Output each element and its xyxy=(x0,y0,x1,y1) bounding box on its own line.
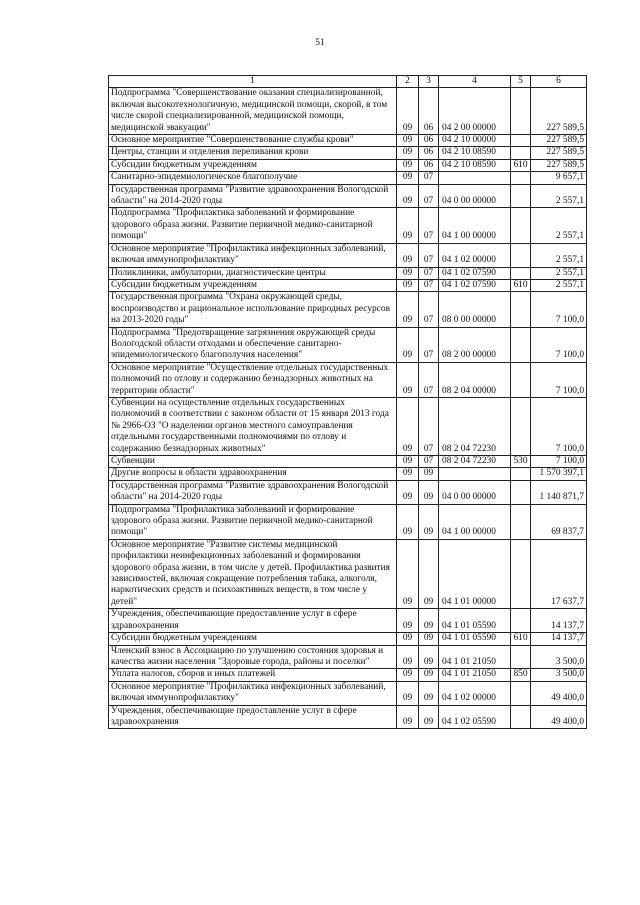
row-target-code: 08 0 00 00000 xyxy=(439,292,511,327)
table-row xyxy=(109,504,587,539)
row-target-code: 04 0 00 00000 xyxy=(439,480,511,504)
header-col-1: 1 xyxy=(109,76,397,88)
header-col-4: 4 xyxy=(439,76,511,88)
row-name: Государственная программа "Развитие здравоохранения Вологодской области" на 2014-2020 годы xyxy=(109,480,397,504)
row-expense-type xyxy=(511,135,531,147)
row-target-code: 04 1 02 05590 xyxy=(439,705,511,729)
table-header-row xyxy=(109,76,587,88)
row-amount: 7 100,0 xyxy=(531,397,587,455)
row-section: 09 xyxy=(397,159,419,171)
row-expense-type xyxy=(511,468,531,480)
row-subsection: 07 xyxy=(419,243,439,267)
row-expense-type: 610 xyxy=(511,279,531,291)
row-name: Субсидии бюджетным учреждениям xyxy=(109,159,397,171)
table-row xyxy=(109,705,587,729)
row-name: Поликлиники, амбулатории, диагностические центры xyxy=(109,267,397,279)
row-section: 09 xyxy=(397,279,419,291)
row-name: Уплата налогов, сборов и иных платежей xyxy=(109,669,397,681)
row-expense-type xyxy=(511,609,531,633)
row-name: Государственная программа "Развитие здравоохранения Вологодской области" на 2014-2020 годы xyxy=(109,184,397,208)
row-expense-type xyxy=(511,172,531,184)
row-section: 09 xyxy=(397,362,419,397)
row-expense-type xyxy=(511,539,531,608)
row-expense-type xyxy=(511,88,531,135)
row-subsection: 07 xyxy=(419,208,439,243)
row-expense-type xyxy=(511,645,531,669)
row-amount: 7 100,0 xyxy=(531,327,587,362)
row-section: 09 xyxy=(397,147,419,159)
row-target-code: 04 2 00 00000 xyxy=(439,88,511,135)
row-expense-type: 850 xyxy=(511,669,531,681)
table-row xyxy=(109,267,587,279)
row-subsection: 09 xyxy=(419,468,439,480)
row-name: Подпрограмма "Профилактика заболеваний и формирование здорового образа жизни. Развитие первичной медико-санитарной помощи" xyxy=(109,504,397,539)
row-name: Подпрограмма "Профилактика заболеваний и формирование здорового образа жизни. Развитие первичной медико-санитарной помощи" xyxy=(109,208,397,243)
row-section: 09 xyxy=(397,172,419,184)
row-subsection: 07 xyxy=(419,292,439,327)
row-name: Субсидии бюджетным учреждениям xyxy=(109,633,397,645)
row-amount: 2 557,1 xyxy=(531,243,587,267)
row-name: Основное мероприятие "Осуществление отдельных государственных полномочий по отлову и содержанию безнадзорных животных на территории области" xyxy=(109,362,397,397)
row-section: 09 xyxy=(397,539,419,608)
table-row xyxy=(109,243,587,267)
row-subsection: 09 xyxy=(419,681,439,705)
row-target-code: 04 1 02 00000 xyxy=(439,243,511,267)
table-row xyxy=(109,456,587,468)
row-amount: 2 557,1 xyxy=(531,184,587,208)
row-subsection: 06 xyxy=(419,147,439,159)
row-subsection: 09 xyxy=(419,504,439,539)
row-expense-type xyxy=(511,327,531,362)
row-target-code: 04 1 02 07590 xyxy=(439,267,511,279)
row-target-code: 04 2 10 08590 xyxy=(439,159,511,171)
row-subsection: 07 xyxy=(419,456,439,468)
row-subsection: 09 xyxy=(419,480,439,504)
row-name: Основное мероприятие "Развитие системы медицинской профилактики неинфекционных заболеваний и формирования здорового образа жизни, в том числе у детей. Профилактика развития зависимостей, включая сокращение потребления табака, алкоголя, наркотических средств и психоактивных веществ, в том числе у детей" xyxy=(109,539,397,608)
row-expense-type xyxy=(511,504,531,539)
row-section: 09 xyxy=(397,669,419,681)
row-name: Субвенции xyxy=(109,456,397,468)
row-name: Центры, станции и отделения переливания крови xyxy=(109,147,397,159)
row-expense-type xyxy=(511,681,531,705)
header-col-5: 5 xyxy=(511,76,531,88)
row-name: Основное мероприятие "Профилактика инфекционных заболеваний, включая иммунопрофилактику" xyxy=(109,243,397,267)
row-expense-type: 610 xyxy=(511,633,531,645)
row-target-code: 04 1 00 00000 xyxy=(439,504,511,539)
row-section: 09 xyxy=(397,633,419,645)
table-row xyxy=(109,480,587,504)
row-section: 09 xyxy=(397,705,419,729)
table-row xyxy=(109,397,587,455)
row-target-code: 08 2 00 00000 xyxy=(439,327,511,362)
table-row xyxy=(109,633,587,645)
row-amount: 7 100,0 xyxy=(531,292,587,327)
row-name: Субсидии бюджетным учреждениям xyxy=(109,279,397,291)
row-section: 09 xyxy=(397,208,419,243)
row-expense-type xyxy=(511,292,531,327)
row-subsection: 07 xyxy=(419,362,439,397)
row-subsection: 09 xyxy=(419,645,439,669)
row-target-code: 04 0 00 00000 xyxy=(439,184,511,208)
row-section: 09 xyxy=(397,468,419,480)
row-section: 09 xyxy=(397,456,419,468)
row-name: Учреждения, обеспечивающие предоставление услуг в сфере здравоохранения xyxy=(109,609,397,633)
row-name: Субвенции на осуществление отдельных государственных полномочий в соответствии с законом области от 15 января 2013 года № 2966-ОЗ "О наделении органов местного самоуправления отдельными государственными полномочиями по отлову и содержанию безнадзорных животных" xyxy=(109,397,397,455)
page-number: 51 xyxy=(315,38,325,48)
row-amount: 14 137,7 xyxy=(531,633,587,645)
table-row xyxy=(109,609,587,633)
table-row xyxy=(109,184,587,208)
row-section: 09 xyxy=(397,609,419,633)
table-row xyxy=(109,669,587,681)
row-amount: 3 500,0 xyxy=(531,645,587,669)
row-section: 09 xyxy=(397,504,419,539)
row-section: 09 xyxy=(397,243,419,267)
row-section: 09 xyxy=(397,480,419,504)
row-amount: 227 589,5 xyxy=(531,147,587,159)
row-name: Санитарно-эпидемиологическое благополучие xyxy=(109,172,397,184)
table-row xyxy=(109,88,587,135)
row-subsection: 09 xyxy=(419,609,439,633)
row-name: Учреждения, обеспечивающие предоставление услуг в сфере здравоохранения xyxy=(109,705,397,729)
row-target-code: 04 1 01 21050 xyxy=(439,645,511,669)
row-target-code: 08 2 04 72230 xyxy=(439,397,511,455)
row-amount: 69 837,7 xyxy=(531,504,587,539)
header-col-6: 6 xyxy=(531,76,587,88)
row-subsection: 09 xyxy=(419,633,439,645)
row-subsection: 06 xyxy=(419,135,439,147)
row-expense-type xyxy=(511,397,531,455)
row-section: 09 xyxy=(397,184,419,208)
row-target-code: 08 2 04 72230 xyxy=(439,456,511,468)
row-subsection: 09 xyxy=(419,705,439,729)
row-amount: 2 557,1 xyxy=(531,279,587,291)
row-expense-type xyxy=(511,705,531,729)
row-target-code: 04 1 02 00000 xyxy=(439,681,511,705)
row-section: 09 xyxy=(397,292,419,327)
row-section: 09 xyxy=(397,397,419,455)
row-subsection: 09 xyxy=(419,669,439,681)
row-amount: 227 589,5 xyxy=(531,88,587,135)
row-expense-type xyxy=(511,184,531,208)
table-row xyxy=(109,468,587,480)
row-subsection: 09 xyxy=(419,539,439,608)
row-target-code: 04 1 01 00000 xyxy=(439,539,511,608)
table-row xyxy=(109,159,587,171)
row-amount: 49 400,0 xyxy=(531,705,587,729)
row-name: Членский взнос в Ассоциацию по улучшению состояния здоровья и качества жизни населения "Здоровые города, районы и поселки" xyxy=(109,645,397,669)
row-target-code xyxy=(439,468,511,480)
row-amount: 17 637,7 xyxy=(531,539,587,608)
row-section: 09 xyxy=(397,645,419,669)
row-name: Основное мероприятие "Совершенствование службы крови" xyxy=(109,135,397,147)
row-amount: 9 657,1 xyxy=(531,172,587,184)
row-name: Основное мероприятие "Профилактика инфекционных заболеваний, включая иммунопрофилактику" xyxy=(109,681,397,705)
row-target-code: 04 1 01 05590 xyxy=(439,609,511,633)
row-amount: 3 500,0 xyxy=(531,669,587,681)
header-col-3: 3 xyxy=(419,76,439,88)
row-expense-type: 530 xyxy=(511,456,531,468)
row-name: Другие вопросы в области здравоохранения xyxy=(109,468,397,480)
row-subsection: 07 xyxy=(419,327,439,362)
row-section: 09 xyxy=(397,135,419,147)
row-expense-type xyxy=(511,147,531,159)
row-expense-type xyxy=(511,243,531,267)
row-amount: 14 137,7 xyxy=(531,609,587,633)
table-row xyxy=(109,362,587,397)
row-name: Подпрограмма "Предотвращение загрязнения окружающей среды Вологодской области отходами и обеспечение санитарно-эпидемиологического благополучия населения" xyxy=(109,327,397,362)
row-section: 09 xyxy=(397,327,419,362)
table-row xyxy=(109,292,587,327)
row-amount: 227 589,5 xyxy=(531,159,587,171)
row-amount: 227 589,5 xyxy=(531,135,587,147)
row-amount: 1 140 871,7 xyxy=(531,480,587,504)
row-target-code: 08 2 04 00000 xyxy=(439,362,511,397)
row-target-code: 04 1 02 07590 xyxy=(439,279,511,291)
row-amount: 1 570 397,1 xyxy=(531,468,587,480)
row-section: 09 xyxy=(397,88,419,135)
table-row xyxy=(109,147,587,159)
row-amount: 7 100,0 xyxy=(531,362,587,397)
row-target-code: 04 1 01 05590 xyxy=(439,633,511,645)
row-expense-type: 610 xyxy=(511,159,531,171)
row-target-code xyxy=(439,172,511,184)
row-expense-type xyxy=(511,362,531,397)
header-col-2: 2 xyxy=(397,76,419,88)
row-target-code: 04 1 01 21050 xyxy=(439,669,511,681)
table-row xyxy=(109,539,587,608)
row-section: 09 xyxy=(397,267,419,279)
row-target-code: 04 1 00 00000 xyxy=(439,208,511,243)
row-amount: 2 557,1 xyxy=(531,208,587,243)
table-row xyxy=(109,135,587,147)
row-subsection: 07 xyxy=(419,279,439,291)
row-subsection: 06 xyxy=(419,88,439,135)
row-subsection: 07 xyxy=(419,397,439,455)
row-amount: 7 100,0 xyxy=(531,456,587,468)
table-row xyxy=(109,681,587,705)
row-amount: 2 557,1 xyxy=(531,267,587,279)
row-expense-type xyxy=(511,208,531,243)
row-subsection: 07 xyxy=(419,184,439,208)
row-target-code: 04 2 10 08590 xyxy=(439,147,511,159)
table-row xyxy=(109,645,587,669)
row-section: 09 xyxy=(397,681,419,705)
row-amount: 49 400,0 xyxy=(531,681,587,705)
table-row xyxy=(109,327,587,362)
row-name: Государственная программа "Охрана окружающей среды, воспроизводство и рациональное использование природных ресурсов на 2013-2020 годы" xyxy=(109,292,397,327)
row-target-code: 04 2 10 00000 xyxy=(439,135,511,147)
budget-table xyxy=(108,75,587,729)
row-name: Подпрограмма "Совершенствование оказания специализированной, включая высокотехнологичную, медицинской помощи, скорой, в том числе скорой специализированной, медицинской помощи, медицинской эвакуации" xyxy=(109,88,397,135)
table-row xyxy=(109,208,587,243)
row-subsection: 07 xyxy=(419,267,439,279)
table-row xyxy=(109,279,587,291)
table-row xyxy=(109,172,587,184)
row-expense-type xyxy=(511,267,531,279)
row-subsection: 07 xyxy=(419,172,439,184)
row-subsection: 06 xyxy=(419,159,439,171)
row-expense-type xyxy=(511,480,531,504)
